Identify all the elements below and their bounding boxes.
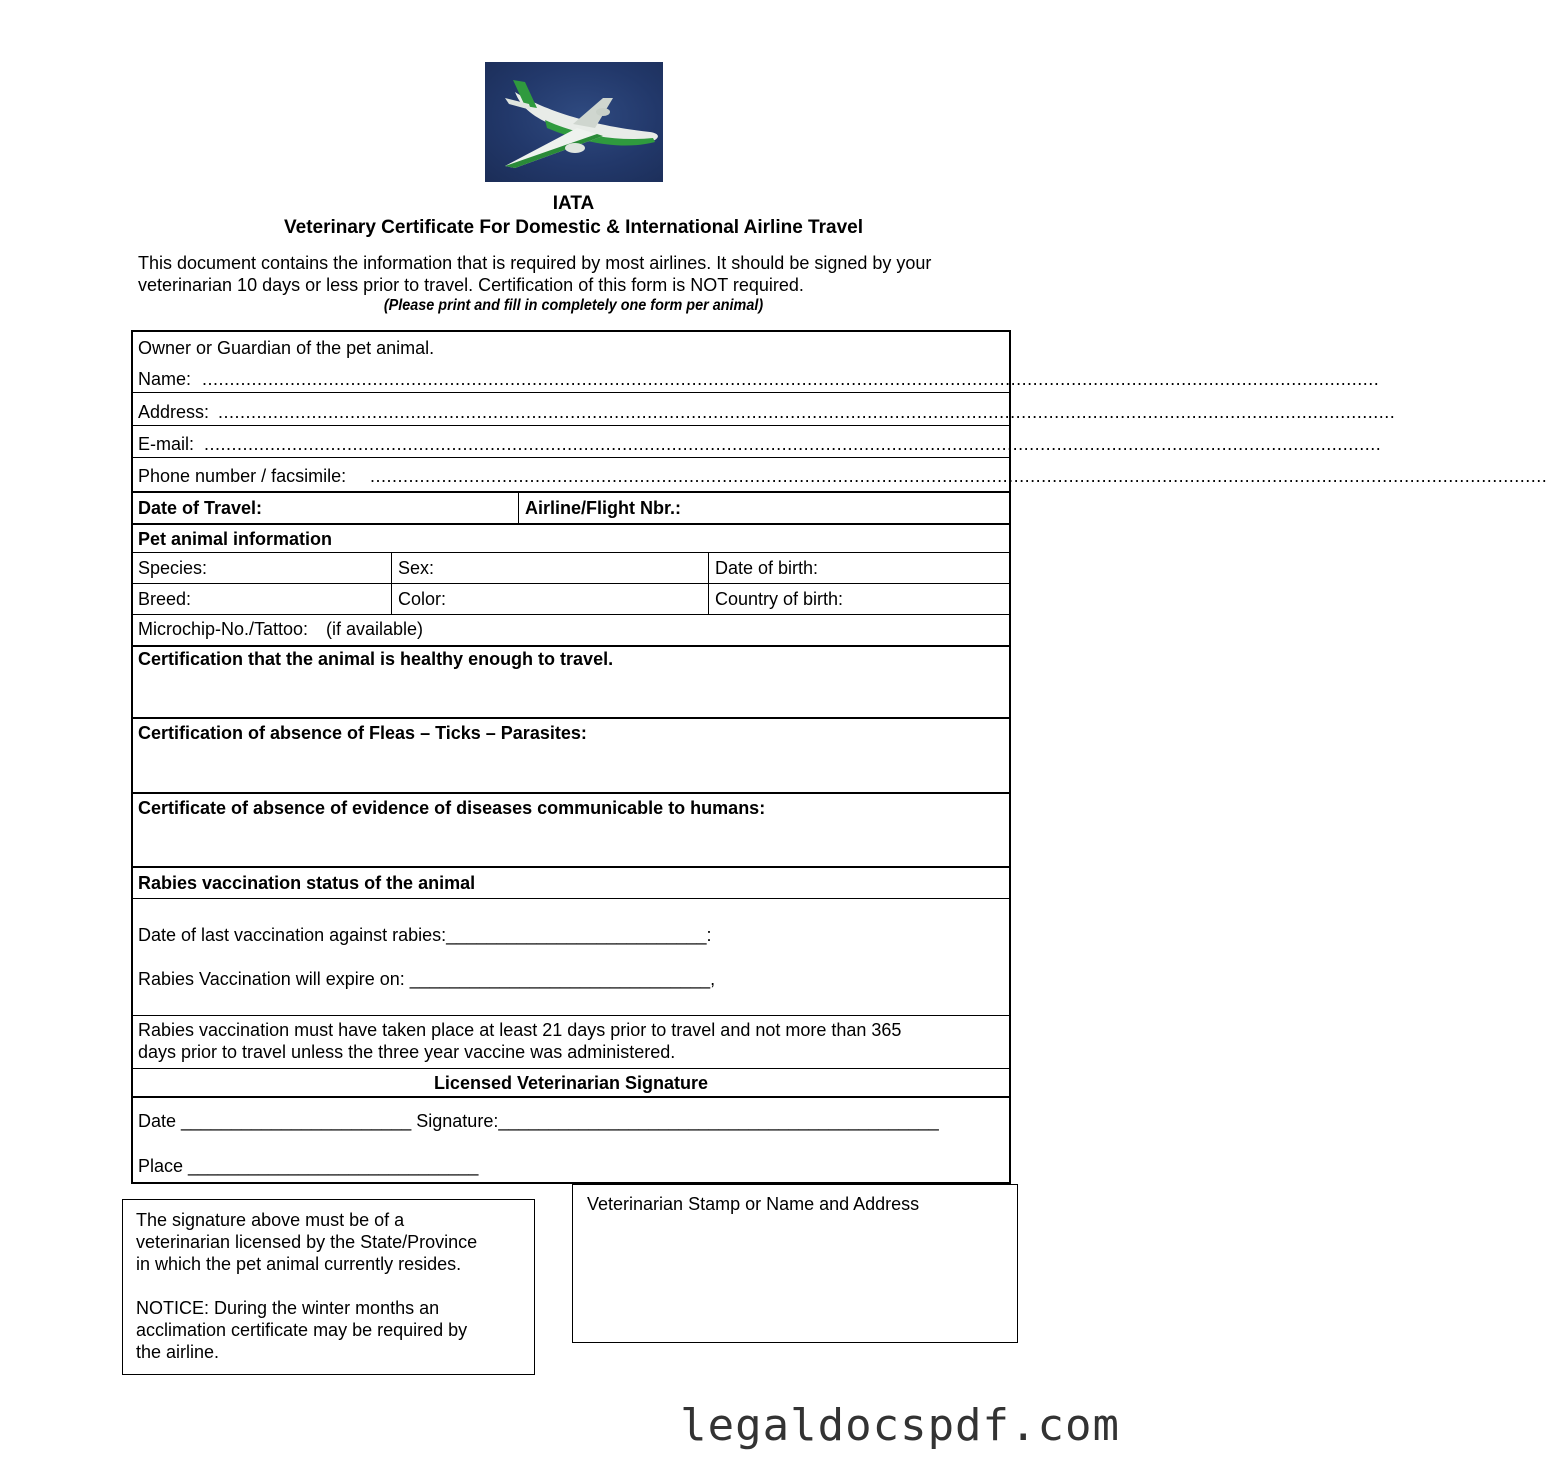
divider [131, 866, 1011, 868]
divider [131, 392, 1011, 393]
last-rabies-vaccination-field[interactable]: Date of last vaccination against rabies:__________________________: [138, 925, 712, 945]
owner-name-field[interactable]: ...................................................................................................................................................................................................................... [202, 369, 1380, 389]
rabies-rule-line-1: Rabies vaccination must have taken place at least 21 days prior to travel and not more than 365 [138, 1020, 902, 1040]
species-label: Species: [138, 558, 208, 578]
airplane-icon [485, 62, 663, 182]
divider [131, 523, 1011, 525]
divider [131, 614, 1011, 615]
owner-heading: Owner or Guardian of the pet animal. [138, 338, 435, 358]
owner-phone-label: Phone number / facsimile: [138, 466, 347, 486]
divider [131, 583, 1011, 584]
instruction-note: (Please print and fill in completely one form per animal) [383, 297, 764, 314]
owner-email-field[interactable]: ...................................................................................................................................................................................................................... [204, 434, 1382, 454]
divider [131, 792, 1011, 794]
owner-name-label: Name: [138, 369, 192, 389]
rabies-expiry-field[interactable]: Rabies Vaccination will expire on: ______________________________, [138, 969, 716, 989]
divider [708, 552, 709, 614]
signature-date-field[interactable]: Date _______________________ Signature:____________________________________________ [138, 1111, 939, 1131]
divider [131, 552, 1011, 553]
owner-address-field[interactable]: ...................................................................................................................................................................................................................... [218, 402, 1396, 422]
signature-place-field[interactable]: Place _____________________________ [138, 1156, 479, 1176]
divider [131, 457, 1011, 458]
notice-box [122, 1199, 535, 1375]
intro-line-1: This document contains the information that is required by most airlines. It should be signed by your [138, 253, 932, 273]
divider [391, 552, 392, 614]
divider [131, 491, 1011, 493]
intro-line-2: veterinarian 10 days or less prior to travel. Certification of this form is NOT required. [138, 275, 804, 295]
color-label: Color: [398, 589, 447, 609]
pet-info-heading: Pet animal information [138, 529, 333, 549]
org-title: IATA [552, 193, 595, 214]
divider [131, 425, 1011, 426]
notice-line-4: NOTICE: During the winter months an [136, 1298, 440, 1318]
microchip-label: Microchip-No./Tattoo: [138, 619, 309, 639]
rabies-heading: Rabies vaccination status of the animal [138, 873, 476, 893]
veterinarian-stamp-box[interactable] [572, 1184, 1018, 1343]
divider [131, 898, 1011, 899]
owner-phone-field[interactable]: ...................................................................................................................................................................................................................... [370, 466, 1547, 486]
divider [131, 645, 1011, 647]
healthy-certification-label: Certification that the animal is healthy enough to travel. [138, 649, 614, 669]
date-of-birth-label: Date of birth: [715, 558, 819, 578]
notice-line-5: acclimation certificate may be required by [136, 1320, 468, 1340]
signature-heading: Licensed Veterinarian Signature [433, 1073, 709, 1093]
stamp-box-label: Veterinarian Stamp or Name and Address [587, 1194, 920, 1214]
divider [131, 1068, 1011, 1069]
breed-label: Breed: [138, 589, 192, 609]
notice-line-1: The signature above must be of a [136, 1210, 405, 1230]
sex-label: Sex: [398, 558, 435, 578]
divider [131, 1015, 1011, 1016]
diseases-certification-label: Certificate of absence of evidence of diseases communicable to humans: [138, 798, 766, 818]
airline-flight-label: Airline/Flight Nbr.: [525, 498, 681, 518]
notice-line-6: the airline. [136, 1342, 220, 1362]
notice-line-2: veterinarian licensed by the State/Province [136, 1232, 478, 1252]
watermark: legaldocspdf.com [680, 1400, 1120, 1451]
country-of-birth-label: Country of birth: [715, 589, 844, 609]
airplane-photo [485, 62, 663, 182]
owner-address-label: Address: [138, 402, 210, 422]
rabies-rule-line-2: days prior to travel unless the three year vaccine was administered. [138, 1042, 676, 1062]
divider [131, 717, 1011, 719]
document-title: Veterinary Certificate For Domestic & International Airline Travel [284, 217, 863, 238]
owner-email-label: E-mail: [138, 434, 195, 454]
notice-line-3: in which the pet animal currently resides. [136, 1254, 462, 1274]
date-of-travel-label: Date of Travel: [138, 498, 263, 518]
divider [131, 1096, 1011, 1098]
divider [518, 492, 519, 523]
microchip-hint: (if available) [326, 619, 424, 639]
parasites-certification-label: Certification of absence of Fleas – Ticks – Parasites: [138, 723, 587, 743]
